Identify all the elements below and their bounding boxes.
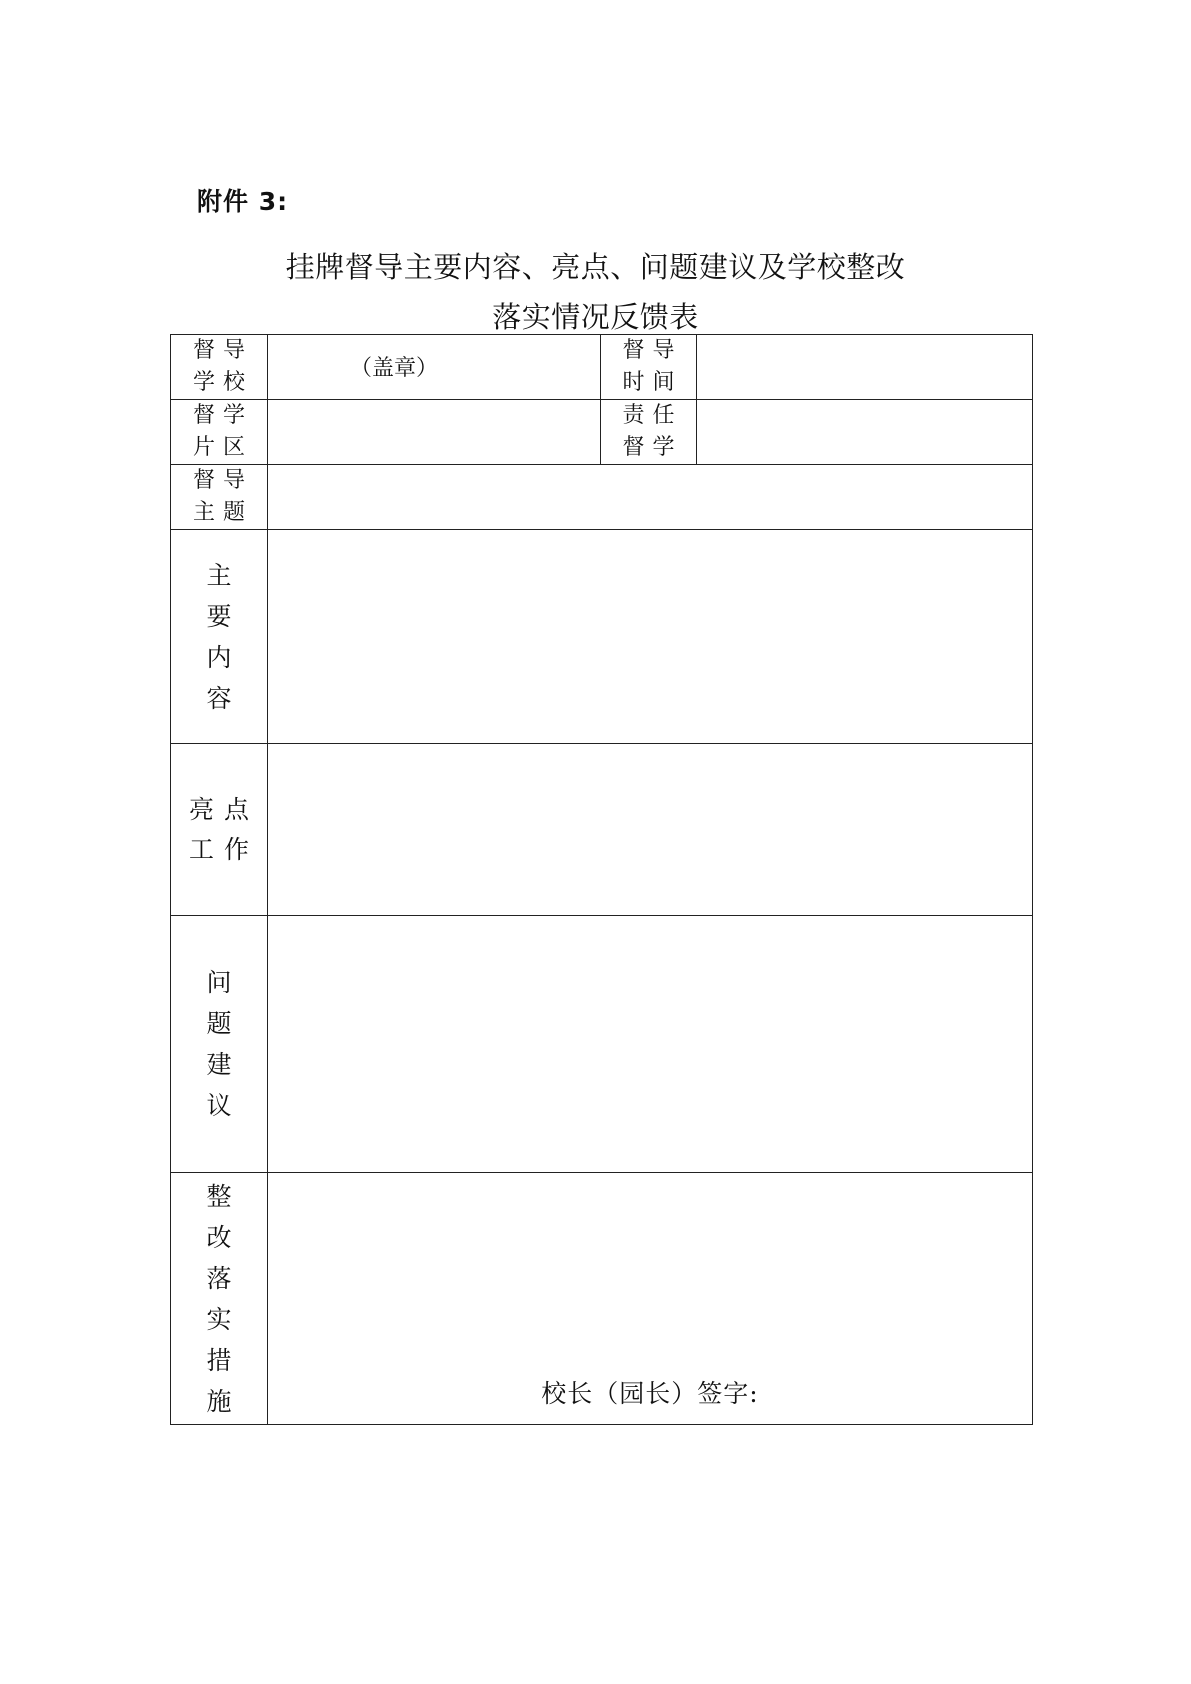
- rectification-label-char: 改: [206, 1222, 232, 1252]
- form-title-line-1: 挂牌督导主要内容、亮点、问题建议及学校整改: [285, 250, 906, 284]
- school-label: [171, 335, 268, 400]
- theme-label-line: 主题: [192, 500, 253, 525]
- rectification-label-char: 落: [206, 1263, 232, 1293]
- district-label-line: 片区: [192, 435, 253, 460]
- issues-label-char: 议: [206, 1091, 232, 1120]
- principal-signature-label: 校长（园长）签字:: [541, 1379, 759, 1408]
- highlights-field[interactable]: [268, 744, 1033, 916]
- inspector-label-line: 督学: [622, 435, 683, 460]
- rectification-field[interactable]: [268, 1173, 1033, 1425]
- row-main-content: [171, 530, 1033, 744]
- school-seal-text: （盖章）: [349, 356, 438, 381]
- rectification-label-char: 整: [206, 1181, 232, 1211]
- rectification-label: [171, 1173, 268, 1425]
- inspector-field[interactable]: [697, 400, 1033, 465]
- main-content-field[interactable]: [268, 530, 1033, 744]
- main-content-label-char: 要: [206, 601, 232, 631]
- district-label-line: 督学: [192, 403, 253, 428]
- district-field[interactable]: [268, 400, 601, 465]
- form-title-line-2: 落实情况反馈表: [492, 300, 699, 334]
- time-label-line: 时间: [622, 370, 683, 395]
- row-highlights: [171, 744, 1033, 916]
- school-label-line: 学校: [192, 370, 253, 395]
- rectification-label-char: 措: [206, 1345, 232, 1375]
- row-school-time: [171, 335, 1033, 400]
- school-field[interactable]: [268, 335, 601, 400]
- main-content-label-char: 主: [206, 560, 232, 590]
- inspector-label: [601, 400, 697, 465]
- row-issues: [171, 916, 1033, 1173]
- row-district-inspector: [171, 400, 1033, 465]
- theme-field[interactable]: [268, 465, 1033, 530]
- time-label-line: 督导: [622, 338, 683, 363]
- highlights-label: [171, 744, 268, 916]
- theme-label: [171, 465, 268, 530]
- rectification-label-char: 施: [206, 1386, 232, 1416]
- feedback-form-table: [170, 334, 1033, 1425]
- highlights-label-line: 工作: [188, 834, 259, 864]
- time-field[interactable]: [697, 335, 1033, 400]
- row-theme: [171, 465, 1033, 530]
- issues-field[interactable]: [268, 916, 1033, 1173]
- inspector-label-line: 责任: [622, 403, 683, 428]
- issues-label-char: 问: [206, 968, 232, 997]
- issues-label: [171, 916, 268, 1173]
- main-content-label-char: 内: [206, 642, 232, 672]
- rectification-label-char: 实: [206, 1304, 232, 1334]
- time-label: [601, 335, 697, 400]
- main-content-label-char: 容: [206, 683, 232, 713]
- row-rectification: [171, 1173, 1033, 1425]
- main-content-label: [171, 530, 268, 744]
- school-label-line: 督导: [192, 338, 253, 363]
- attachment-label: 附件 3:: [197, 187, 289, 216]
- district-label: [171, 400, 268, 465]
- theme-label-line: 督导: [192, 468, 253, 493]
- highlights-label-line: 亮点: [188, 794, 259, 824]
- issues-label-char: 题: [206, 1009, 232, 1038]
- issues-label-char: 建: [206, 1050, 232, 1079]
